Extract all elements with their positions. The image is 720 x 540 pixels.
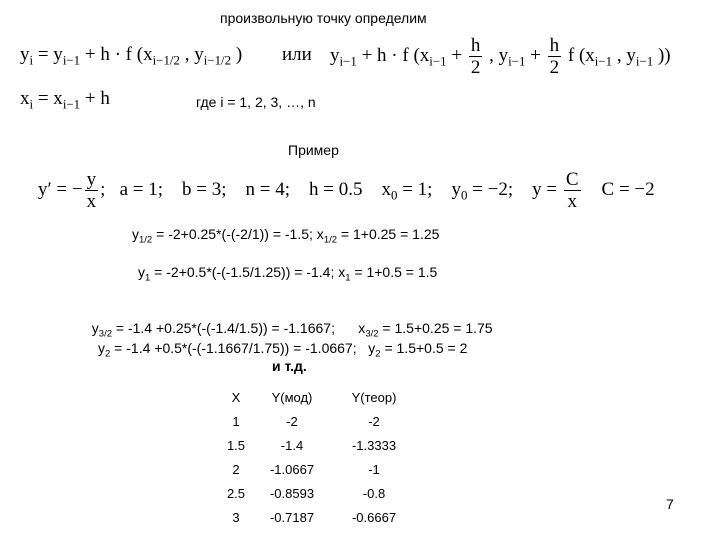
fraction-numerator: C (565, 169, 579, 190)
etc-label: и т.д. (272, 358, 307, 374)
step-lhs: y (138, 264, 145, 280)
results-table (191, 384, 451, 534)
fraction-y-over-x (85, 170, 99, 211)
step-expr: = -1.4 +0.5*(-(-1.1667/1.75)) = -1.0667; y (110, 340, 376, 356)
or-word: или (282, 44, 312, 65)
formula-part: = 1; y (397, 178, 461, 200)
table-cell: -1 (368, 462, 380, 477)
step-line (132, 226, 440, 246)
formula-part: + h · f (x (80, 44, 153, 65)
fraction-numerator: h (549, 35, 560, 56)
formula-part: = −2; y = (467, 178, 562, 200)
formula-sub: i−1 (62, 96, 81, 112)
example-label: Пример (288, 142, 339, 158)
formula-part: , y (179, 44, 204, 65)
table-cell: -2 (368, 414, 380, 429)
table-cell: -0.6667 (351, 510, 397, 525)
step-sub: 1/2 (323, 234, 338, 246)
step-sub: 2 (375, 348, 381, 360)
step-expr: = -2+0.5*(-(-1.5/1.25)) = -1.4; x (150, 264, 346, 280)
page-number: 7 (666, 496, 674, 512)
step-sub: 1 (345, 272, 351, 284)
formula-part: f (x (563, 44, 595, 66)
fraction-h-over-2 (469, 36, 483, 77)
fraction-numerator: h (470, 35, 481, 56)
table-cell: 1 (232, 414, 240, 429)
fraction-c-over-x (564, 170, 581, 211)
table-cell: -1.3333 (351, 438, 397, 453)
formula-part: + h · f (x (356, 44, 430, 66)
x-step-formula (20, 88, 110, 110)
table-cell: -0.8 (362, 486, 386, 501)
formula-part: , y (612, 44, 636, 66)
formula-sub: i−1 (62, 52, 81, 68)
formula-sub: i−1 (635, 53, 654, 69)
step-sub: 1/2 (139, 234, 153, 246)
formula-part: y′ = − (38, 178, 83, 200)
formula-part: ) (231, 44, 243, 65)
step-lhs: y (91, 320, 99, 336)
table-cell: 3 (232, 510, 240, 525)
formula-sub: i (29, 52, 34, 68)
formula-sub: i (29, 96, 34, 112)
table-header-ytheor: Y(теор) (351, 390, 397, 405)
fraction-denominator: x (567, 191, 577, 212)
step-expr: = -1.4 +0.25*(-(-1.4/1.5)) = -1.1667; x (112, 320, 366, 336)
formula-sub: 0 (460, 187, 468, 203)
formula-part: C = −2 (582, 178, 655, 200)
step-line (138, 264, 438, 284)
formula-part: = y (33, 44, 63, 65)
table-cell: -0.8593 (269, 486, 315, 501)
table-cell: 2.5 (226, 486, 246, 501)
midpoint-formula (20, 44, 242, 66)
formula-part: y (330, 44, 340, 66)
fraction-numerator: y (86, 169, 97, 190)
step-sub: 1 (145, 272, 151, 284)
step-lhs: y (98, 340, 105, 356)
step-expr: = 1+0.25 = 1.25 (337, 226, 440, 242)
fraction-denominator: 2 (470, 57, 481, 78)
table-cell: -2 (286, 414, 298, 429)
fraction-denominator: 2 (549, 57, 560, 78)
formula-part: + h (80, 88, 110, 109)
fraction-h-over-2 (548, 36, 562, 77)
formula-sub: 0 (391, 187, 398, 203)
step-sub: 2 (105, 348, 111, 360)
table-cell: 2 (232, 462, 240, 477)
formula-part: x (20, 88, 30, 109)
formula-sub: i−1/2 (203, 52, 232, 68)
formula-part: + (446, 44, 467, 66)
formula-sub: i−1/2 (152, 52, 180, 68)
formula-sub: i−1 (339, 53, 357, 69)
table-cell: -1.0667 (269, 462, 315, 477)
table-header-x: X (231, 390, 241, 405)
formula-lhs: y (20, 44, 30, 65)
step-expr: = -2+0.25*(-(-2/1)) = -1.5; x (152, 226, 324, 242)
formula-part: ; a = 1; b = 3; n = 4; h = 0.5 x (100, 178, 392, 200)
section-heading: произвольную точку определим (220, 10, 427, 26)
step-lhs: y (132, 226, 139, 242)
step-expr: = 1.5+0.5 = 2 (380, 340, 468, 356)
step-expr: = 1.5+0.25 = 1.75 (378, 320, 493, 336)
table-cell: -1.4 (280, 438, 304, 453)
table-cell: 1.5 (226, 438, 246, 453)
formula-part: = x (33, 88, 63, 109)
index-range-note: где i = 1, 2, 3, …, n (196, 94, 316, 110)
table-cell: -0.7187 (269, 510, 315, 525)
step-expr: = 1+0.5 = 1.5 (350, 264, 438, 280)
step-line (84, 304, 493, 340)
fraction-denominator: x (86, 191, 97, 212)
formula-sub: i−1 (594, 53, 613, 69)
formula-sub: i−1 (508, 53, 526, 69)
midpoint-formula-expanded (330, 36, 671, 77)
formula-sub: i−1 (429, 53, 447, 69)
table-header-ymod: Y(мод) (271, 390, 313, 405)
formula-part: )) (653, 44, 671, 66)
step-line (98, 340, 468, 360)
ode-problem-statement (38, 170, 655, 211)
step-sub: 3/2 (98, 328, 113, 340)
formula-part: , y (484, 44, 509, 66)
formula-part: + (525, 44, 546, 66)
step-sub: 3/2 (365, 328, 379, 340)
